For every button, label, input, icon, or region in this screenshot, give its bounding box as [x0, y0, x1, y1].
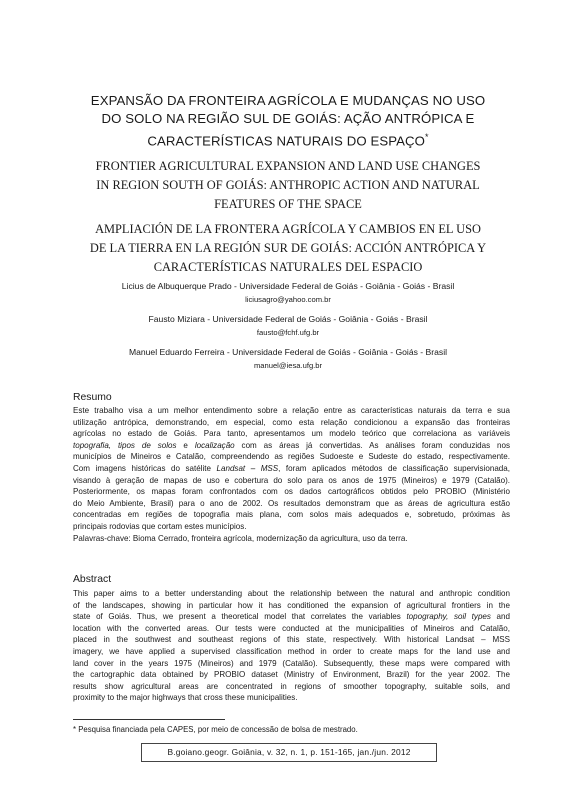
resumo-italic: topografia, tipos de solos — [73, 440, 177, 450]
resumo-line: visando à geração de mapas de uso e cobertura do solo para os anos de 1975 (Mineiros) e 1979 (Catalão). — [73, 475, 510, 485]
resumo-body — [73, 405, 510, 544]
title-portuguese — [80, 92, 496, 150]
journal-citation: B.goiano.geogr. Goiânia, v. 32, n. 1, p. 151-165, jan./jun. 2012 — [141, 743, 437, 762]
title-es-line: AMPLIACIÓN DE LA FRONTERA AGRÍCOLA Y CAMBIOS EN EL USO — [95, 222, 481, 236]
author-line: Manuel Eduardo Ferreira - Universidade Federal de Goiás - Goiânia - Goiás - Brasil — [128, 347, 448, 357]
footnote-divider — [73, 719, 225, 720]
abstract-line: land cover in the years 1975 (Mineiros) and 1979 (Catalão). Subsequently, these maps were compared with — [73, 658, 510, 668]
title-pt-line: DO SOLO NA REGIÃO SUL DE GOIÁS: AÇÃO ANTRÓPICA E — [101, 111, 475, 126]
title-es-line: CARACTERÍSTICAS NATURALES DEL ESPACIO — [153, 260, 423, 274]
resumo-line: concentradas em regiões de topografia mais plana, com solos mais adequados e, sobretudo, próximas às — [73, 510, 510, 520]
abstract-heading: Abstract — [73, 574, 112, 585]
resumo-line: Este trabalho visa a um melhor entendimento sobre a relação entre as características naturais da terra e sua — [73, 406, 510, 415]
abstract-italic: topography, soil types — [406, 612, 491, 622]
title-es-line: DE LA TIERRA EN LA REGIÓN SUR DE GOIÁS: ACCIÓN ANTRÓPICA Y — [89, 241, 487, 255]
author-line: Licius de Albuquerque Prado - Universidade Federal de Goiás - Goiânia - Goiás - Brasil — [121, 281, 455, 291]
resumo-heading: Resumo — [73, 392, 112, 403]
footnote-marker: * — [425, 132, 429, 142]
resumo-text: Com imagens históricas do satélite — [73, 463, 217, 473]
resumo-line: utilização antrópica, demonstrando, em especial, como esta relação condicionou a expansão das fronteiras — [73, 417, 510, 427]
resumo-line: agrícolas no estado de Goiás. Para tanto, apresentamos um modelo teórico que correlaciona as variáveis — [73, 429, 510, 439]
abstract-line: of the landscapes, showing in particular how it has conditioned the expansion of agricultural frontiers in the — [73, 600, 510, 610]
title-pt-line — [80, 128, 496, 150]
abstract-line: This paper aims to a better understanding about the relationship between the natural and anthropic condition — [73, 589, 510, 598]
title-en-line: FRONTIER AGRICULTURAL EXPANSION AND LAND USE CHANGES — [95, 159, 481, 173]
resumo-line: do Meio Ambiente, Brasil) para o ano de 2002. Os resultados demonstram que as áreas de agricultura estão — [73, 498, 510, 508]
abstract-line: location with the converted areas. Our tests were conducted at the municipalities of Mineiros and Catalão, — [73, 623, 510, 633]
resumo-text: , foram aplicados métodos de classificação supervisionada, — [278, 463, 510, 473]
resumo-text: com as áreas já convertidas. As análises foram conduzidas nos — [234, 440, 510, 450]
title-en-line: IN REGION SOUTH OF GOIÁS: ANTHROPIC ACTION AND NATURAL — [96, 178, 480, 192]
title-english — [80, 157, 496, 214]
abstract-body — [73, 588, 510, 704]
author-email[interactable]: fausto@fchf.ufg.br — [256, 328, 320, 337]
resumo-line — [73, 440, 510, 452]
author-email[interactable]: liciusagro@yahoo.com.br — [245, 295, 331, 304]
resumo-line: municípios de Mineiros e Catalão, compreendendo as regiões Sudoeste e Sudeste do estado, respectivamente. — [73, 452, 510, 462]
abstract-line: proximity to the major highways that cross these municipalities. — [73, 693, 298, 703]
abstract-line: the cartographic data obtained by PROBIO dataset (Ministry of Environment, Brazil) for the year 2002. The — [73, 670, 510, 680]
resumo-line: Posteriormente, os mapas foram confrontados com os dados cartográficos obtidos pelo PROBIO (Ministério — [73, 487, 510, 497]
resumo-italic: localização — [194, 440, 235, 450]
abstract-line: placed in the southwest and southeast regions of this state, respectively. With historical Landsat – MSS — [73, 635, 510, 645]
resumo-line: principais rodovias que cortam estes municípios. — [73, 521, 247, 531]
abstract-line: results show agricultural areas are concentrated in regions of smoother topography, suitable soils, and — [73, 681, 510, 691]
resumo-italic: Landsat – MSS — [216, 463, 279, 473]
title-pt-line-text: CARACTERÍSTICAS NATURAIS DO ESPAÇO — [147, 133, 426, 149]
abstract-line — [73, 611, 510, 623]
title-spanish — [80, 220, 496, 277]
abstract-text: and — [490, 612, 510, 622]
abstract-line: imagery, we have applied a supervised classification method in order to create maps for the land use and — [73, 646, 510, 656]
title-en-line: FEATURES OF THE SPACE — [214, 197, 362, 211]
resumo-text: e — [176, 440, 195, 450]
title-pt-line: EXPANSÃO DA FRONTEIRA AGRÍCOLA E MUDANÇAS NO USO — [90, 93, 486, 108]
resumo-line — [73, 463, 510, 475]
footnote: * Pesquisa financiada pela CAPES, por meio de concessão de bolsa de mestrado. — [73, 725, 358, 734]
author-line: Fausto Miziara - Universidade Federal de Goiás - Goiânia - Goiás - Brasil — [148, 314, 428, 324]
resumo-keywords: Palavras-chave: Bioma Cerrado, fronteira agrícola, modernização da agricultura, uso da terra. — [73, 533, 408, 543]
author-email[interactable]: manuel@iesa.ufg.br — [253, 361, 323, 370]
abstract-text: state of Goiás. Thus, we present a theoretical model that correlates the variables — [73, 612, 401, 622]
